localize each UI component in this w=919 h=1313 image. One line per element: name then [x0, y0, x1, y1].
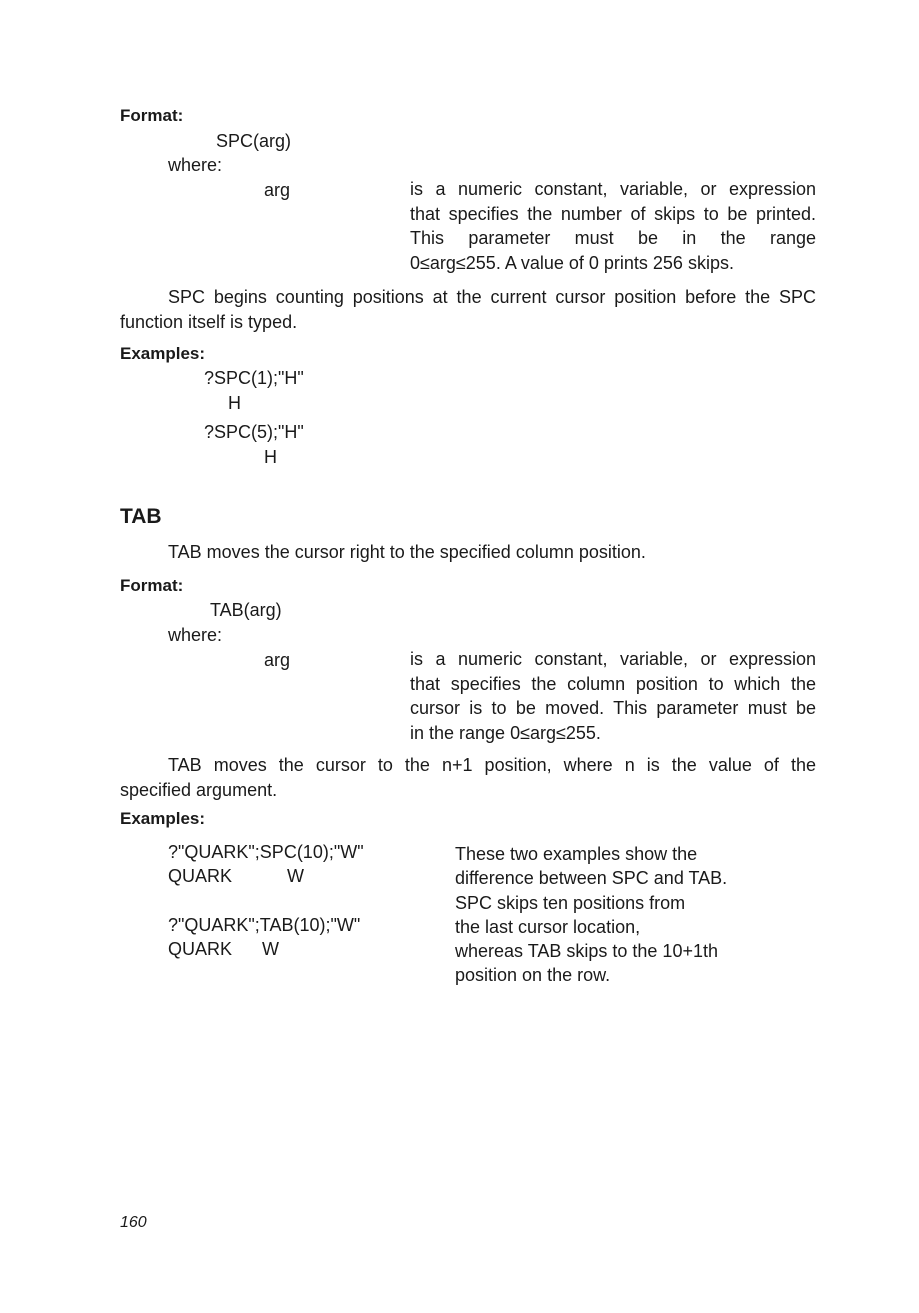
tab-example-explanation [455, 842, 727, 988]
tab-example-spc-code: ?"QUARK";SPC(10);"W" [168, 842, 364, 862]
tab-note-line: specified argument. [120, 780, 278, 800]
tab-heading: TAB [120, 505, 162, 528]
tab-explanation-line: SPC skips ten positions from [455, 892, 686, 913]
tab-syntax: TAB(arg) [210, 600, 282, 620]
tab-explanation-line: These two examples show the [455, 844, 698, 864]
tab-explanation-line: the last cursor location, [455, 916, 641, 937]
tab-param-desc-line: that specifies the column position to which the [410, 673, 816, 694]
page-number: 160 [120, 1214, 147, 1231]
tab-intro: TAB moves the cursor right to the specified column position. [168, 542, 646, 562]
spc-param-name: arg [264, 180, 291, 200]
spc-param-desc-line: 0≤arg≤255. A value of 0 prints 256 skips. [410, 252, 734, 273]
tab-explanation-line: difference between SPC and TAB. [455, 868, 728, 889]
spc-param-description [410, 177, 816, 275]
tab-note-paragraph [120, 753, 816, 803]
tab-param-name: arg [264, 650, 291, 670]
tab-example-spc-output: QUARK W [168, 866, 305, 886]
tab-note-line: TAB moves the cursor to the n+1 position, where n is the value of the [168, 755, 816, 775]
tab-example-tab-output: QUARK W [168, 939, 280, 959]
tab-explanation-line: position on the row. [455, 965, 611, 986]
spc-note-line: SPC begins counting positions at the current cursor position before the SPC [168, 287, 816, 307]
tab-example-tab-code: ?"QUARK";TAB(10);"W" [168, 915, 361, 935]
spc-syntax: SPC(arg) [216, 131, 292, 151]
spc-format-label: Format: [120, 106, 184, 125]
spc-param-desc-line: that specifies the number of skips to be printed. [410, 203, 816, 224]
spc-param-desc-line: is a numeric constant, variable, or expression [410, 179, 816, 199]
spc-example-output: H [228, 393, 241, 413]
spc-note-line: function itself is typed. [120, 312, 298, 332]
spc-param-desc-line: This parameter must be in the range [410, 228, 816, 248]
spc-example-code: ?SPC(1);"H" [204, 368, 304, 388]
tab-format-label: Format: [120, 576, 184, 595]
spc-where-label: where: [168, 155, 223, 175]
spc-example-output: H [264, 447, 277, 467]
spc-example-code: ?SPC(5);"H" [204, 422, 304, 442]
tab-param-description [410, 647, 816, 745]
tab-param-desc-line: in the range 0≤arg≤255. [410, 722, 601, 743]
spc-note-paragraph [120, 285, 816, 335]
spc-examples-label: Examples: [120, 344, 206, 363]
tab-examples-label: Examples: [120, 809, 206, 828]
tab-param-desc-line: is a numeric constant, variable, or expression [410, 649, 816, 669]
tab-explanation-line: whereas TAB skips to the 10+1th [455, 941, 718, 962]
tab-where-label: where: [168, 625, 223, 645]
tab-param-desc-line: cursor is to be moved. This parameter must be [410, 698, 816, 718]
